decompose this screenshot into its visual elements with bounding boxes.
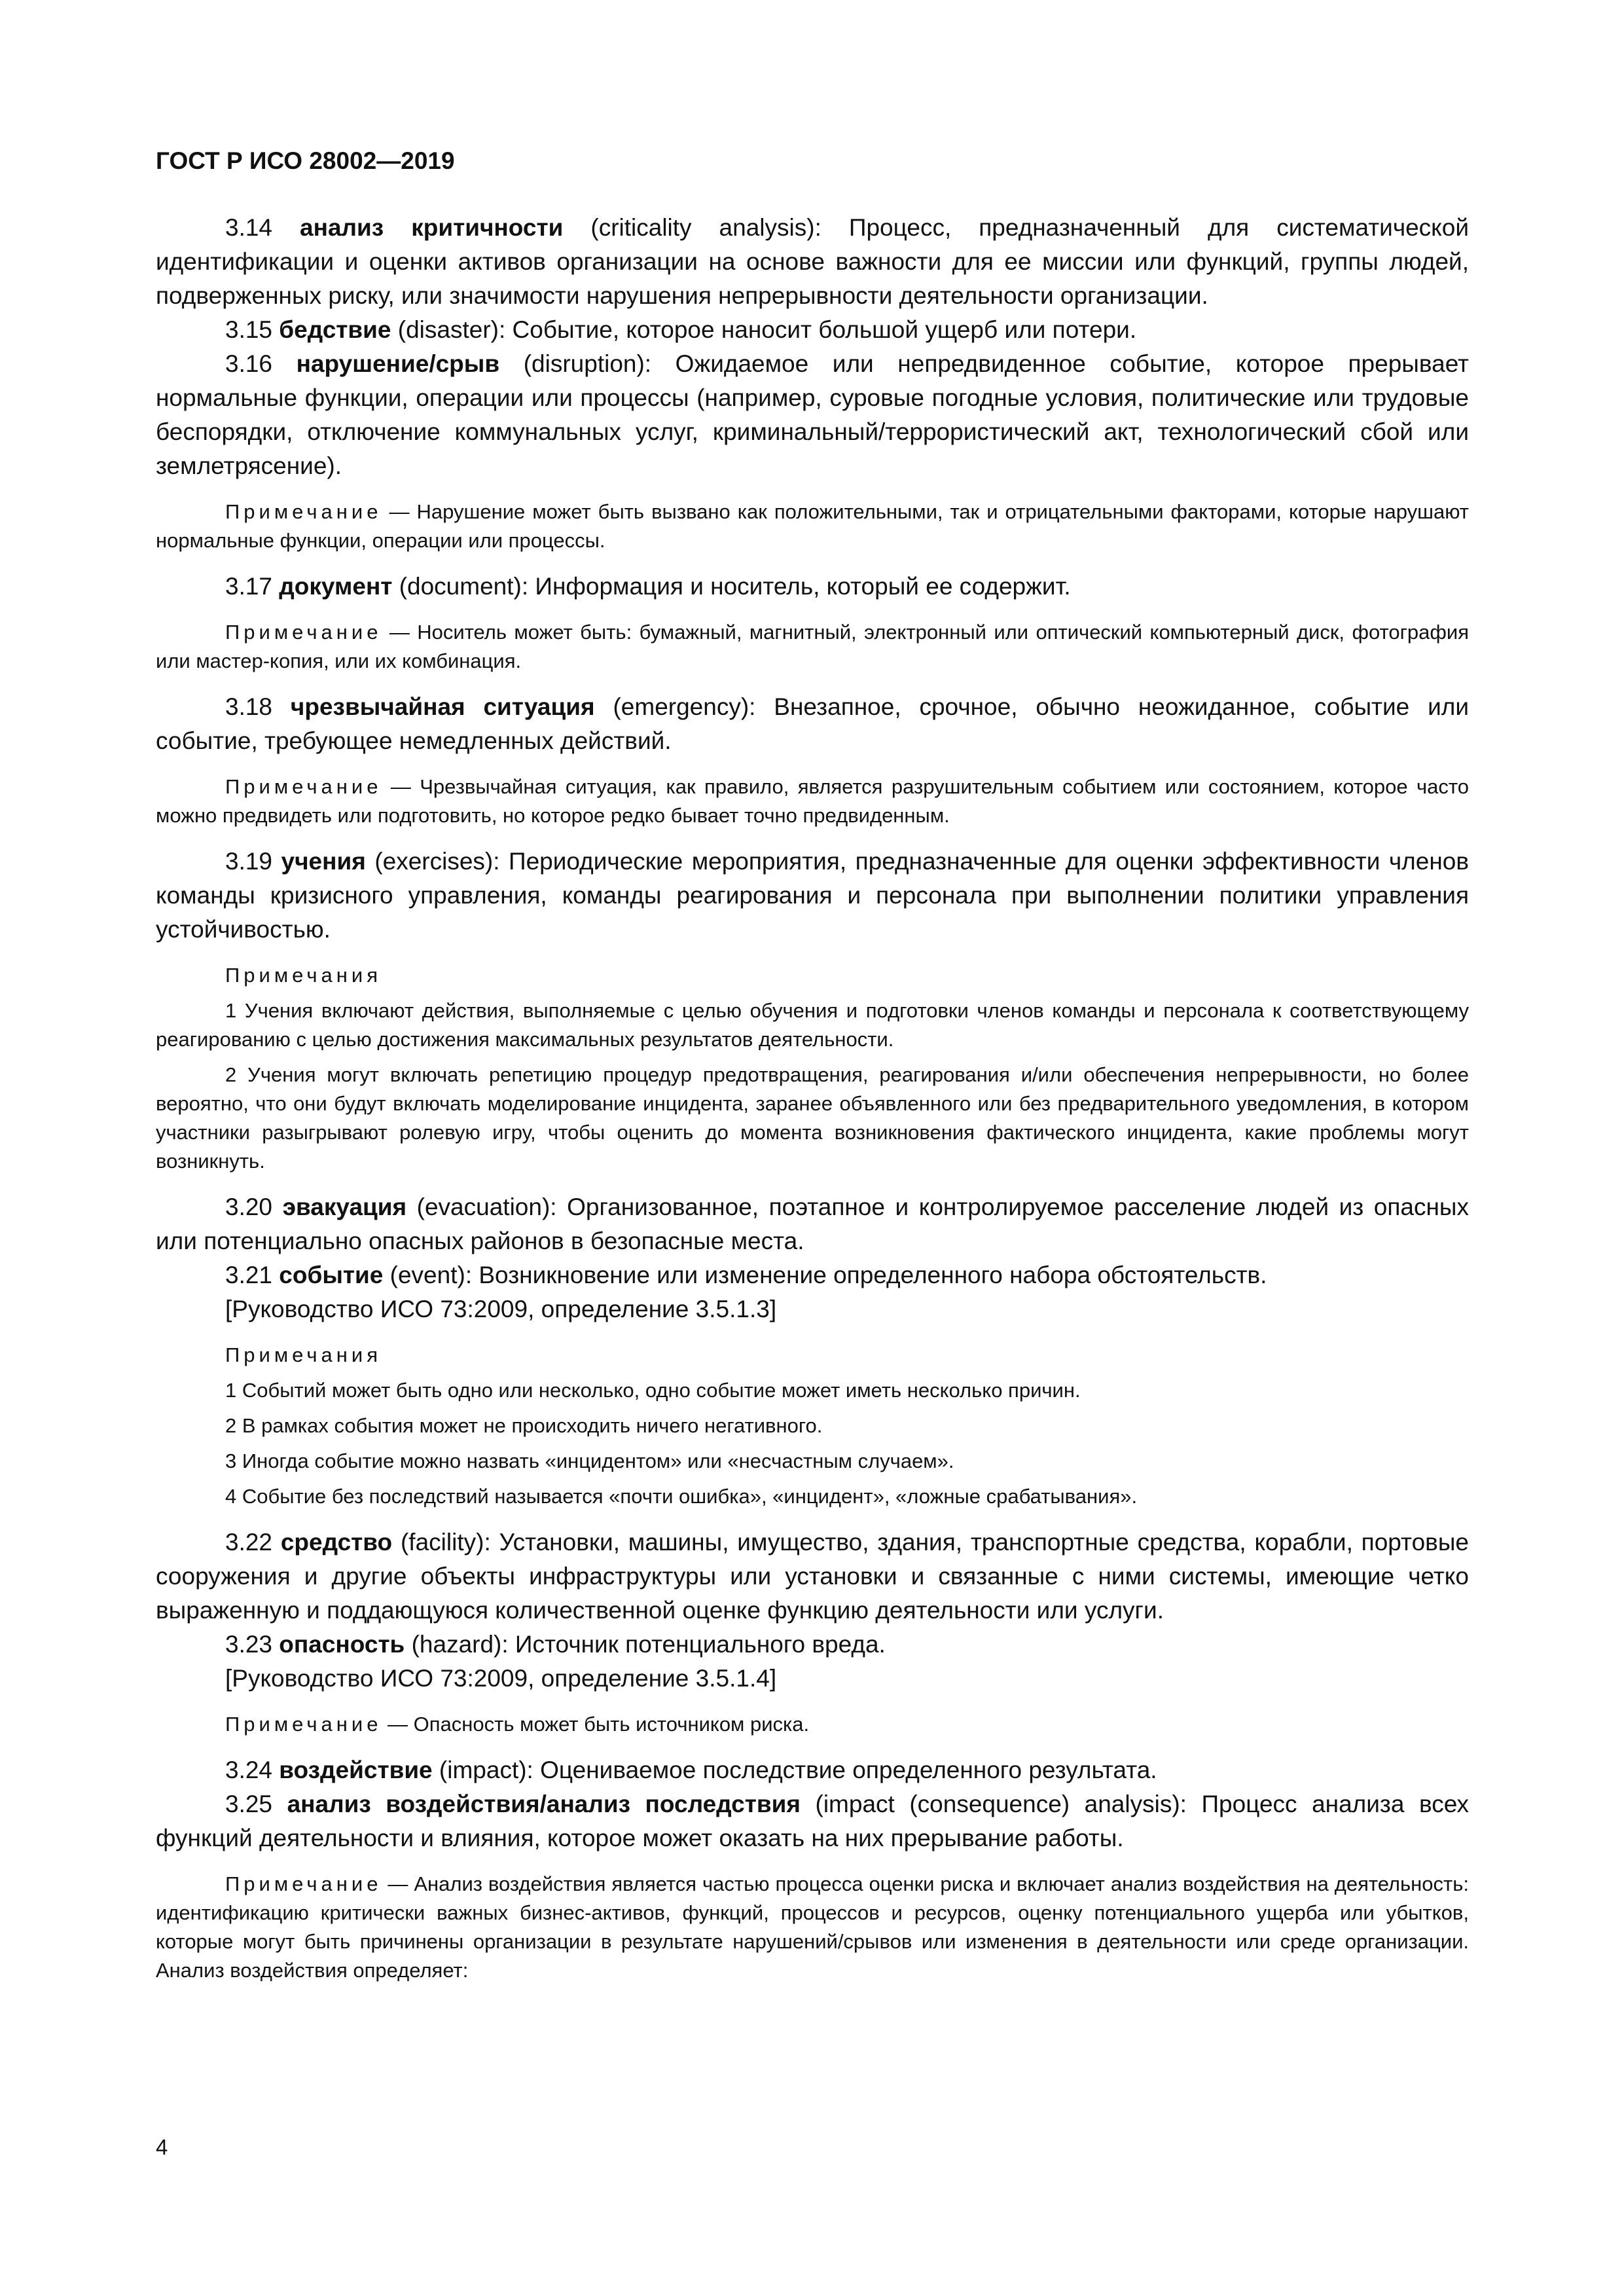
document-page xyxy=(156,144,1469,1985)
term-3-20 xyxy=(156,1190,1469,1258)
note-3-18 xyxy=(156,773,1469,830)
term-english: (disaster) xyxy=(397,316,499,343)
note-text: Чрезвычайная ситуация, как правило, является разрушительным событием или состоянием, которое часто можно предвидеть или подготовить, но которое редко бывает точно предвиденным. xyxy=(156,775,1470,827)
term-name: анализ критичности xyxy=(300,214,564,241)
term-3-24 xyxy=(156,1753,1469,1787)
term-number: 3.25 xyxy=(225,1791,273,1817)
term-3-17 xyxy=(156,570,1469,604)
term-name: нарушение/срыв xyxy=(296,350,500,377)
term-english: (evacuation) xyxy=(416,1194,550,1220)
term-number: 3.14 xyxy=(225,214,273,241)
document-header: ГОСТ Р ИСО 28002—2019 xyxy=(156,147,455,174)
term-3-25 xyxy=(156,1787,1469,1855)
term-3-21 xyxy=(156,1258,1469,1292)
term-definition: : Установки, машины, имущество, здания, транспортные средства, корабли, портовые сооружения и другие объекты инфраструктуры или установки и связанные с ними системы, имеющие четко выраженную и поддающуюся количественной оценке функцию деятельности или услуги. xyxy=(156,1529,1469,1624)
term-english: (hazard) xyxy=(411,1631,502,1658)
notes-heading-3-19 xyxy=(156,961,1469,990)
term-3-22 xyxy=(156,1525,1469,1628)
term-name: опасность xyxy=(279,1631,405,1658)
note-3-25 xyxy=(156,1870,1469,1985)
term-name: учения xyxy=(281,848,366,875)
reference-3-23: [Руководство ИСО 73:2009, определение 3.5.1.4] xyxy=(225,1665,777,1692)
term-definition: : Процесс, предназначенный для систематической идентификации и оценки активов организации на основе важности для ее миссии или функций, группы людей, подверженных риску, или значимости нарушения непрерывности деятельности организации. xyxy=(156,214,1470,309)
term-number: 3.20 xyxy=(225,1194,273,1220)
term-number: 3.21 xyxy=(225,1262,273,1288)
term-english: (exercises) xyxy=(374,848,494,875)
term-name: событие xyxy=(279,1262,384,1288)
term-name: эвакуация xyxy=(282,1194,407,1220)
term-3-18 xyxy=(156,690,1469,758)
term-name: воздействие xyxy=(279,1757,433,1783)
note-label: Примечание xyxy=(225,1713,382,1736)
note-3-17 xyxy=(156,618,1469,676)
term-definition: : Процесс анализа всех функций деятельности и влияния, которое может оказать на них прерывание работы. xyxy=(156,1791,1470,1851)
term-definition: : Информация и носитель, который ее содержит. xyxy=(521,573,1071,600)
note-dash: — xyxy=(382,621,418,644)
term-number: 3.15 xyxy=(225,316,273,343)
term-definition: : Источник потенциального вреда. xyxy=(501,1631,886,1658)
note-label: Примечание xyxy=(225,621,382,644)
term-name: анализ воздействия/анализ последствия xyxy=(287,1791,801,1817)
term-name: бедствие xyxy=(279,316,391,343)
term-definition: : Организованное, поэтапное и контролируемое расселение людей из опасных или потенциально опасных районов в безопасные места. xyxy=(156,1194,1470,1254)
term-english: (facility) xyxy=(400,1529,484,1556)
term-english: (disruption) xyxy=(523,350,645,377)
term-3-16 xyxy=(156,347,1469,483)
term-english: (criticality analysis) xyxy=(590,214,815,241)
note-3-16 xyxy=(156,498,1469,555)
reference-3-21: [Руководство ИСО 73:2009, определение 3.5.1.3] xyxy=(225,1296,777,1322)
term-number: 3.16 xyxy=(225,350,273,377)
note-3-19-2: 2 Учения могут включать репетицию процедур предотвращения, реагирования и/или обеспечения непрерывности, но более вероятно, что они будут включать моделирование инцидента, заранее объявленного или без предварительного уведомления, в котором участники разыгрывают ролевую игру, чтобы оценить до момента возникновения фактического инцидента, какие проблемы могут возникнуть. xyxy=(156,1063,1469,1173)
term-name: средство xyxy=(280,1529,393,1556)
term-number: 3.19 xyxy=(225,848,273,875)
note-text: Нарушение может быть вызвано как положительными, так и отрицательными факторами, которые нарушают нормальные функции, операции или процессы. xyxy=(156,500,1469,552)
term-number: 3.22 xyxy=(225,1529,273,1556)
term-number: 3.24 xyxy=(225,1757,273,1783)
note-text: Опасность может быть источником риска. xyxy=(413,1713,810,1736)
note-label: Примечание xyxy=(225,500,382,523)
notes-label: Примечания xyxy=(225,964,382,987)
notes-label: Примечания xyxy=(225,1343,382,1366)
note-label: Примечание xyxy=(225,1872,382,1895)
term-definition: : Периодические мероприятия, предназначенные для оценки эффективности членов команды кризисного управления, команды реагирования и персонала при выполнении политики управления устойчивостью. xyxy=(156,848,1470,943)
note-3-21-4: 4 Событие без последствий называется «почти ошибка», «инцидент», «ложные срабатывания». xyxy=(225,1485,1138,1508)
note-3-21-3: 3 Иногда событие можно назвать «инцидентом» или «несчастным случаем». xyxy=(225,1449,954,1472)
note-3-23 xyxy=(156,1710,1469,1739)
note-text: Носитель может быть: бумажный, магнитный, электронный или оптический компьютерный диск, фотография или мастер-копия, или их комбинация. xyxy=(156,621,1469,672)
note-text: Анализ воздействия является частью процесса оценки риска и включает анализ воздействия на деятельность: идентификацию критически важных бизнес-активов, функций, процессов и ресурсов, оценку потенциального ущерба или убытков, которые могут быть причинены организации в результате нарушений/срывов или изменения в деятельности или среде организации. Анализ воздействия определяет: xyxy=(156,1872,1469,1982)
notes-heading-3-21 xyxy=(156,1341,1469,1370)
term-definition: : Оцениваемое последствие определенного результата. xyxy=(526,1757,1157,1783)
term-3-19 xyxy=(156,845,1469,947)
note-dash: — xyxy=(382,1713,414,1736)
term-3-23 xyxy=(156,1628,1469,1662)
note-dash: — xyxy=(382,775,420,798)
term-definition: : Внезапное, срочное, обычно неожиданное, событие или событие, требующее немедленных действий. xyxy=(156,693,1470,754)
term-definition: : Событие, которое наносит большой ущерб или потери. xyxy=(498,316,1137,343)
note-3-21-1: 1 Событий может быть одно или несколько, одно событие может иметь несколько причин. xyxy=(225,1379,1081,1402)
term-number: 3.23 xyxy=(225,1631,273,1658)
term-english: (impact (consequence) analysis) xyxy=(815,1791,1180,1817)
note-3-21-2: 2 В рамках события может не происходить ничего негативного. xyxy=(225,1414,823,1437)
term-number: 3.17 xyxy=(225,573,273,600)
page-number: 4 xyxy=(156,2135,168,2159)
term-number: 3.18 xyxy=(225,693,273,720)
term-3-15 xyxy=(156,313,1469,347)
term-name: документ xyxy=(279,573,393,600)
note-label: Примечание xyxy=(225,775,382,798)
term-name: чрезвычайная ситуация xyxy=(290,693,595,720)
term-english: (impact) xyxy=(439,1757,527,1783)
term-definition: : Возникновение или изменение определенного набора обстоятельств. xyxy=(465,1262,1267,1288)
term-english: (document) xyxy=(399,573,522,600)
note-dash: — xyxy=(382,1872,414,1895)
term-3-14 xyxy=(156,211,1469,313)
note-3-19-1: 1 Учения включают действия, выполняемые с целью обучения и подготовки членов команды и персонала к соответствующему реагированию с целью достижения максимальных результатов деятельности. xyxy=(156,999,1469,1051)
note-dash: — xyxy=(382,500,417,523)
term-definition: : Ожидаемое или непредвиденное событие, которое прерывает нормальные функции, операции или процессы (например, суровые погодные условия, политические или трудовые беспорядки, отключение коммунальных услуг, криминальный/террористический акт, технологический сбой или землетрясение). xyxy=(156,350,1469,479)
term-english: (emergency) xyxy=(613,693,749,720)
term-english: (event) xyxy=(389,1262,465,1288)
